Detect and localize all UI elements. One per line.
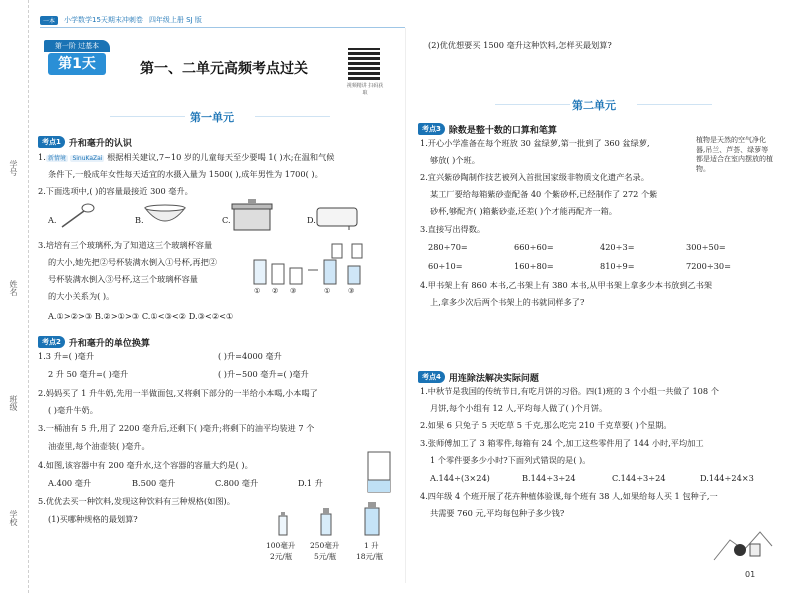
- question-line: 2.妈妈买了 1 升牛奶,先用一半做面包,又将剩下部分的一半给小本喝,小本喝了: [38, 388, 318, 398]
- option-label: B.500 毫升: [132, 478, 176, 488]
- question-line: 某工厂要给每箱紫砂壶配备 40 个紫砂杯,已经制作了 272 个紫: [430, 189, 658, 199]
- question-line: 4.甲书架上有 860 本书,乙书架上有 380 本书,从甲书架上拿多少本书放到乙书架: [420, 280, 713, 290]
- calc-item: 810÷9=: [600, 261, 635, 271]
- question-line: 的大小关系为( )。: [48, 291, 115, 301]
- question-line: 5.优优去买一种饮料,发现这种饮料有三种规格(如图)。: [38, 496, 235, 506]
- side-label-name: 姓名: [9, 280, 18, 296]
- banner-rule: [110, 116, 185, 117]
- question-line: ( )升=4000 毫升: [218, 351, 282, 361]
- water-heater-icon: [315, 202, 359, 230]
- question-line: 3.直接写出得数。: [420, 224, 486, 234]
- tag-code: SinuKaZai: [72, 155, 103, 162]
- section-heading: [38, 331, 150, 350]
- section-title: 升和毫升的认识: [68, 139, 132, 149]
- brand-logo: 一本: [40, 16, 58, 25]
- grade-label: 四年级上册 SJ 版: [148, 16, 202, 24]
- bottle-icon: [318, 508, 334, 536]
- option-label: C.144÷3÷24: [612, 473, 666, 483]
- spoon-icon: [58, 200, 96, 230]
- cup-label: ①: [324, 287, 331, 295]
- binding-strip: [0, 0, 29, 593]
- side-label-school: 学校: [9, 510, 18, 526]
- bottle-size: 100毫升: [266, 541, 296, 550]
- page-title: 第一、二单元高频考点过关: [140, 61, 308, 77]
- header-rule: [40, 27, 405, 28]
- calc-item: 7200÷30=: [686, 261, 731, 271]
- section-heading: [418, 366, 539, 385]
- series-title: 小学数学15天期末冲刺卷: [64, 16, 143, 24]
- option-label: A.400 毫升: [48, 478, 92, 488]
- bottle-price: 2元/瓶: [270, 552, 293, 561]
- option-label: B.: [135, 215, 144, 225]
- question-line: 1.中秋节是我国的传统节日,有吃月饼的习俗。四(1)班的 3 个小组一共做了 108 个: [420, 386, 719, 396]
- unit1-banner: 第一单元: [190, 111, 234, 124]
- qr-caption: 视频精讲 扫码获取: [346, 83, 384, 96]
- calc-item: 660÷60=: [514, 242, 554, 252]
- bottle-price: 18元/瓶: [356, 552, 384, 561]
- cup-label: ①: [254, 287, 261, 295]
- question-line: 4.四年级 4 个班开展了花卉种植体验课,每个班有 38 人,如果给每人买 1 包种子,一: [420, 491, 718, 501]
- question-line: 号杯装满水倒入③号杯,这三个玻璃杯容量: [48, 274, 198, 284]
- option-label: A.144÷(3×24): [430, 473, 490, 483]
- option-label: A.: [48, 215, 57, 225]
- tag-new-context: 新情境: [47, 155, 66, 162]
- bottle-icon: [362, 502, 382, 536]
- question-line: 的大小,她先把②号杯装满水倒入①号杯,再把②: [48, 257, 217, 267]
- option-label: B.144÷3÷24: [522, 473, 576, 483]
- question-line: 2.宜兴紫砂陶制作技艺被列入首批国家级非物质文化遗产名录。: [420, 172, 649, 182]
- question-line: 2.下面选项中,( )的容量最接近 300 毫升。: [38, 186, 193, 196]
- side-label-class: 班级: [9, 395, 18, 411]
- container-figure: [360, 450, 400, 494]
- question-line: 2 升 50 毫升=( )毫升: [48, 369, 129, 379]
- stage-label: 第一阶 过基本: [44, 40, 110, 52]
- section-title: 升和毫升的单位换算: [68, 339, 150, 349]
- options-row: A.①>②>③ B.②>①>③ C.①<③<② D.③<②<①: [48, 311, 234, 321]
- section-title: 除数是整十数的口算和笔算: [448, 126, 557, 136]
- plant-note: 植物是天然的空气净化器,吊兰、芦荟、绿萝等都是适合在室内摆放的植物。: [696, 136, 773, 173]
- section-title: 用连除法解决实际问题: [448, 374, 539, 384]
- qr-code-icon: [348, 48, 380, 80]
- cup-label: ②: [272, 287, 279, 295]
- section-badge: 考点4: [418, 371, 445, 383]
- bottle-size: 1 升: [364, 541, 379, 550]
- option-label: C.: [222, 215, 231, 225]
- question-line: 3.一桶油有 5 升,用了 2200 毫升后,还剩下( )毫升;将剩下的油平均装进 7 个: [38, 423, 315, 433]
- gardening-illustration: [710, 520, 776, 564]
- calc-item: 60÷10=: [428, 261, 463, 271]
- question-line: (2)优优想要买 1500 毫升这种饮料,怎样买最划算?: [428, 40, 612, 50]
- calc-item: 280÷70=: [428, 242, 468, 252]
- option-label: C.800 毫升: [215, 478, 259, 488]
- question-line: 1. 新情境 SinuKaZai 根据相关建议,7~10 岁的儿童每天至少要喝 1( )水;在温和气候: [38, 152, 335, 162]
- day-label: 第1天: [48, 53, 106, 75]
- question-line: 4.如图,该容器中有 200 毫升水,这个容器的容量大约是( )。: [38, 460, 253, 470]
- question-line: 够放( )个班。: [430, 155, 480, 165]
- section-badge: 考点3: [418, 123, 445, 135]
- page-number: 01: [745, 570, 756, 579]
- question-line: 1 个零件要多少小时?下面列式错误的是( )。: [430, 455, 591, 465]
- section-heading: [418, 118, 557, 137]
- question-line: 3.张师傅加工了 3 箱零件,每箱有 24 个,加工这些零件用了 144 小时,平均加工: [420, 438, 704, 448]
- calc-item: 160÷80=: [514, 261, 554, 271]
- section-heading: [38, 131, 132, 150]
- question-line: 1.3 升=( )毫升: [38, 351, 95, 361]
- banner-rule: [255, 116, 330, 117]
- question-line: 月饼,每个小组有 12 人,平均每人做了( )个月饼。: [430, 403, 608, 413]
- calc-item: 420÷3=: [600, 242, 635, 252]
- question-line: (1)买哪种规格的最划算?: [48, 514, 138, 524]
- section-badge: 考点2: [38, 336, 65, 348]
- page-header: [40, 14, 370, 26]
- bottle-icon: [276, 512, 290, 536]
- question-line: 3.培培有三个玻璃杯,为了知道这三个玻璃杯容量: [38, 240, 213, 250]
- question-line: 2.如果 6 只兔子 5 天吃草 5 千克,那么吃完 210 千克草要( )个星期。: [420, 420, 672, 430]
- bottle-size: 250毫升: [310, 541, 340, 550]
- question-line: 1.开心小学准备在每个班放 30 盆绿萝,第一批到了 360 盆绿萝,: [420, 138, 650, 148]
- question-line: ( )升−500 毫升=( )毫升: [218, 369, 309, 379]
- cup-label: ③: [348, 287, 355, 295]
- option-label: D.144÷24×3: [700, 473, 754, 483]
- section-badge: 考点1: [38, 136, 65, 148]
- question-line: 上,拿多少次后两个书架上的书就同样多了?: [430, 297, 585, 307]
- pot-icon: [230, 198, 274, 232]
- question-line: 砂杯,够配齐( )箱紫砂壶,还差( )个才能再配齐一箱。: [430, 206, 617, 216]
- banner-rule: [495, 104, 570, 105]
- day-tab: [44, 40, 114, 78]
- question-line: 油壶里,每个油壶装( )毫升。: [48, 441, 150, 451]
- banner-rule: [637, 104, 712, 105]
- question-line: 共需要 760 元,平均每包种子多少钱?: [430, 508, 565, 518]
- question-line: 条件下,一般成年女性每天适宜的水摄入量为 1500( ),成年男性为 1700( )。: [48, 169, 323, 179]
- bowl-icon: [143, 204, 187, 228]
- column-divider: [405, 28, 406, 583]
- cup-label: ③: [290, 287, 297, 295]
- bottle-price: 5元/瓶: [314, 552, 337, 561]
- calc-item: 300÷50=: [686, 242, 726, 252]
- unit2-banner: 第二单元: [572, 99, 616, 112]
- side-label-number: 学号: [9, 160, 18, 176]
- question-line: ( )毫升牛奶。: [48, 405, 98, 415]
- option-label: D.1 升: [298, 478, 323, 488]
- option-label: D.: [307, 215, 316, 225]
